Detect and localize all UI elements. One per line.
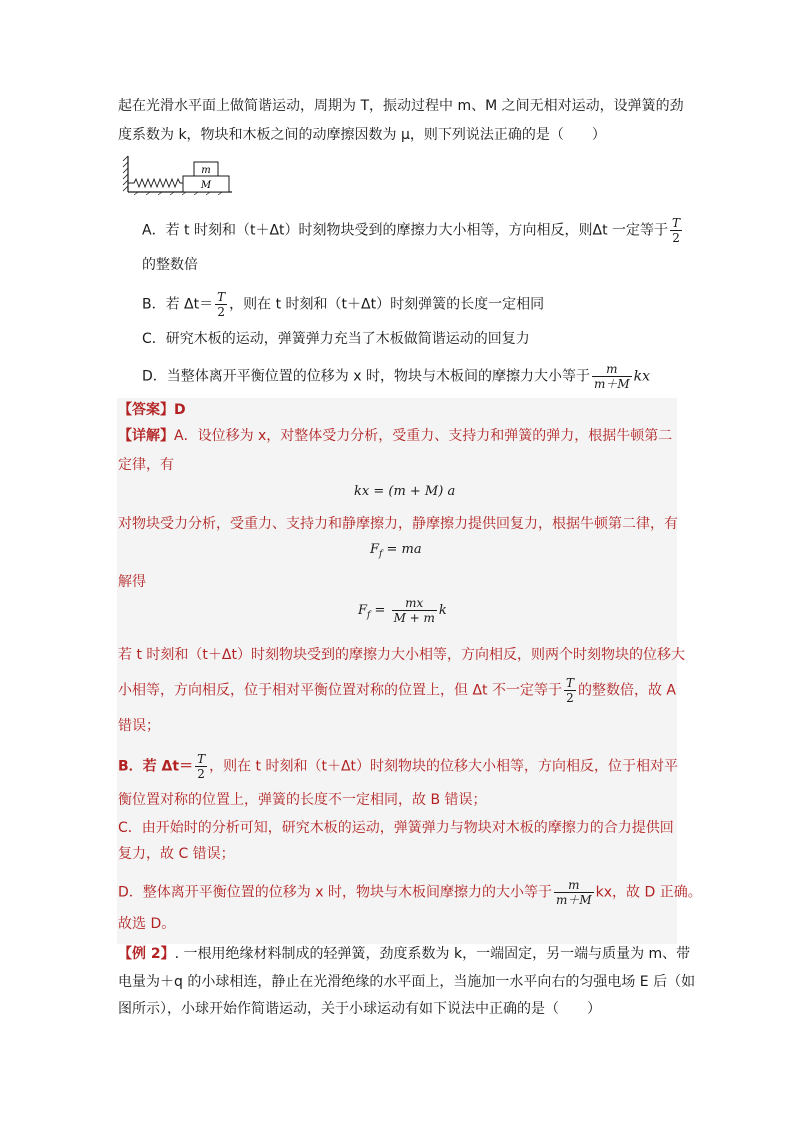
eq3-equals: =	[374, 603, 386, 618]
fraction-denominator: 2	[197, 767, 205, 781]
eq3-tail: k	[438, 603, 447, 618]
option-a-text: A．若 t 时刻和（t＋Δt）时刻物块受到的摩擦力大小相等，方向相反，则Δt 一定等于	[142, 222, 669, 239]
detail-line-4: 解得	[118, 574, 146, 590]
option-b	[142, 290, 544, 319]
analysis-a-fraction	[564, 676, 576, 705]
small-block-label: m	[201, 165, 211, 176]
analysis-b-text: ，则在 t 时刻和（t＋Δt）时刻物块的位移大小相等，方向相反，位于相对平	[209, 758, 679, 775]
fraction-denominator: M + m	[393, 611, 435, 625]
question-intro-line-2: 度系数为 k，物块和木板之间的动摩擦因数为 μ，则下列说法正确的是（ ）	[118, 127, 606, 143]
option-c: C．研究木板的运动，弹簧弹力充当了木板做简谐运动的回复力	[142, 331, 530, 347]
option-d	[142, 362, 650, 391]
equation-2	[370, 542, 422, 560]
analysis-a-tail: 的整数倍，故 A	[577, 682, 677, 699]
example-2-text-1: . 一根用绝缘材料制成的轻弹簧，劲度系数为 k，一端固定，另一端与质量为 m、带	[174, 946, 691, 962]
detail-line-2: 定律，有	[118, 457, 174, 473]
example-2-line-1	[118, 944, 690, 964]
option-a	[142, 216, 684, 245]
eq2-force: F	[370, 542, 380, 557]
detail-label: 【详解】	[118, 428, 174, 444]
fraction-numerator: T	[672, 216, 681, 230]
analysis-b-line-2: 衡位置对称的位置上，弹簧的长度不一定相同，故 B 错误；	[118, 792, 487, 808]
analysis-c-line-1: C．由开始时的分析可知，研究木板的运动，弹簧弹力与物块对木板的摩擦力的合力提供回	[118, 820, 674, 836]
spring-icon	[128, 179, 183, 187]
option-d-fraction	[592, 362, 632, 391]
fraction-numerator: T	[217, 290, 226, 304]
eq2-subscript: f	[379, 549, 383, 560]
eq3-fraction	[392, 596, 437, 625]
option-a-continued: 的整数倍	[142, 257, 198, 273]
example-2-label: 【例 2】	[118, 946, 175, 962]
question-intro-line-1: 起在光滑水平面上做简谐运动，周期为 T，振动过程中 m、M 之间无相对运动，设弹簧的劲	[118, 98, 684, 114]
analysis-d-text: D．整体离开平衡位置的位移为 x 时，物块与木板间摩擦力的大小等于	[118, 884, 552, 901]
eq2-rhs: = ma	[386, 542, 422, 557]
fraction-numerator: T	[565, 676, 574, 690]
analysis-a-text: 小相等，方向相反，位于相对平衡位置对称的位置上，但 Δt 不一定等于	[118, 682, 562, 699]
example-2-line-2: 电量为＋q 的小球相连，静止在光滑绝缘的水平面上，当施加一水平向右的匀强电场 E 后（如	[118, 974, 696, 990]
wall-icon	[123, 156, 128, 192]
analysis-b-line-1	[118, 752, 678, 781]
fraction-denominator: m＋M	[593, 377, 630, 391]
option-b-suffix: ，则在 t 时刻和（t＋Δt）时刻弹簧的长度一定相同	[229, 296, 545, 313]
eq3-force: F	[358, 603, 368, 618]
answer-label: 【答案】D	[118, 402, 186, 418]
equation-1: kx = (m + M) a	[354, 484, 456, 499]
analysis-d-line	[118, 878, 702, 907]
detail-line-3: 对物块受力分析，受重力、支持力和静摩擦力，静摩擦力提供回复力，根据牛顿第二律，有	[118, 516, 678, 532]
fraction-denominator: 2	[566, 691, 574, 705]
analysis-c-line-2: 复力，故 C 错误；	[118, 846, 235, 862]
analysis-d-tail: kx，故 D 正确。	[595, 884, 702, 901]
fraction-numerator: mx	[392, 596, 437, 611]
fraction-denominator: 2	[672, 231, 680, 245]
detail-line-1	[118, 426, 672, 446]
fraction-numerator: T	[197, 752, 206, 766]
fraction-numerator: m	[554, 878, 594, 893]
detail-text-1: A．设位移为 x，对整体受力分析，受重力、支持力和弹簧的弹力，根据牛顿第二	[174, 428, 673, 444]
option-d-prefix: D．当整体离开平衡位置的位移为 x 时，物块与木板间的摩擦力大小等于	[142, 368, 590, 385]
answer-conclusion: 故选 D。	[118, 916, 176, 932]
analysis-a-line-1: 若 t 时刻和（t＋Δt）时刻物块受到的摩擦力大小相等，方向相反，则两个时刻物块的位移大	[118, 647, 685, 663]
analysis-d-fraction	[554, 878, 594, 907]
fraction-denominator: m＋M	[555, 893, 592, 907]
fraction-denominator: 2	[217, 305, 225, 319]
option-b-prefix: B．若 Δt＝	[142, 296, 214, 313]
analysis-a-line-2	[118, 676, 676, 705]
spring-block-figure	[120, 152, 238, 196]
equation-3	[358, 596, 447, 625]
analysis-a-line-3: 错误；	[118, 718, 160, 734]
analysis-b-fraction	[195, 752, 207, 781]
fraction-numerator: m	[592, 362, 632, 377]
option-b-fraction	[215, 290, 227, 319]
eq3-subscript: f	[367, 610, 371, 621]
option-a-fraction	[670, 216, 682, 245]
option-d-suffix: kx	[633, 368, 651, 385]
example-2-line-3: 图所示），小球开始作简谐运动，关于小球运动有如下说法中正确的是（ ）	[118, 1001, 601, 1017]
analysis-b-prefix: B．若 Δt＝	[118, 758, 194, 775]
board-block-label: M	[200, 180, 212, 191]
